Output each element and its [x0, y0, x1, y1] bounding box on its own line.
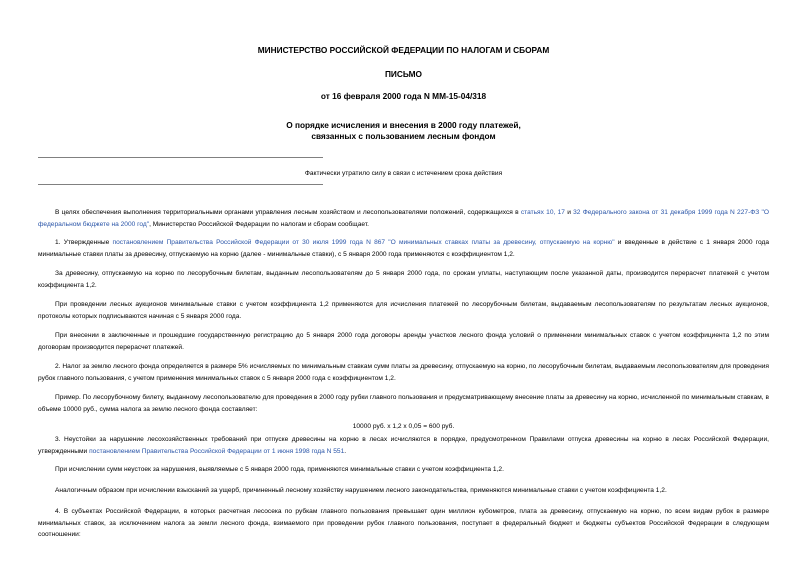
subject-line-1: О порядке исчисления и внесения в 2000 году платежей,: [286, 120, 521, 130]
paragraph-9: Аналогичным образом при исчислении взысканий за ущерб, причиненный лесному хозяйству нарушением лесного законодательства, применяются минимальные ставки с учетом коэффициента 1,2.: [55, 487, 667, 494]
intro-text-3: , Министерство Российской Федерации по налогам и сборам сообщает.: [149, 220, 369, 228]
paragraph-7: [38, 434, 769, 457]
paragraph-3: При проведении лесных аукционов минимальные ставки с учетом коэффициента 1,2 применяются для исчисления платежей по лесорубочным билетам, выдаваемым лесопользователям по результатам лесных аукционов, протоколы которых подписываются начиная с 5 января 2000 года.: [38, 301, 769, 320]
ministry-heading: МИНИСТЕРСТВО РОССИЙСКОЙ ФЕДЕРАЦИИ ПО НАЛОГАМ И СБОРАМ: [257, 45, 550, 55]
law-articles-link[interactable]: статьях 10, 17: [520, 209, 565, 216]
status-note: Фактически утратило силу в связи с истечением срока действия: [304, 170, 503, 177]
document-type-heading: ПИСЬМО: [384, 69, 423, 79]
paragraph-7-text-1: 3. Неустойки за нарушение лесохозяйственных требований при отпуске древесины на корню в лесах исчисляются в порядке, предусмотренном Правилами отпуска древесины на корню в лесах Российской Федерации, утвержденными: [38, 436, 769, 455]
paragraph-4: При внесении в заключенные и прошедшие государственную регистрацию до 5 января 2000 года договоры аренды участков лесного фонда условий о применении минимальных ставок с учетом коэффициента 1,2 по этим договорам производится перерасчет платежей.: [38, 332, 769, 351]
federal-law-link[interactable]: 32 Федерального закона от 31 декабря 1999 года N 227-ФЗ "О федеральном бюджете на 2000 год": [38, 209, 769, 228]
paragraph-5: 2. Налог за землю лесного фонда определяется в размере 5% исчисляемых по минимальным ставкам сумм платы за древесину, отпускаемую на корню, по лесорубочным билетам, выдаваемым лесопользователям для проведения рубок главного пользования, с учетом применения минимальных ставок с 5 января 2000 года с коэффициентом 1,2.: [38, 363, 769, 382]
paragraph-10: 4. В субъектах Российской Федерации, в которых расчетная лесосека по рубкам главного пользования превышает один миллион кубометров, плата за древесину, отпускаемую на корню, по всем видам рубок в размере минимальных ставок, за исключением налога за земли лесного фонда, взимаемого при проведении рубок главного пользования, поступает в федеральный бюджет и бюджеты субъектов Российской Федерации в следующем соотношении:: [38, 508, 769, 538]
paragraph-8: При исчислении сумм неустоек за нарушения, выявляемые с 5 января 2000 года, применяются минимальные ставки с учетом коэффициента 1,2.: [55, 466, 504, 473]
paragraph-1-text-1: 1. Утвержденные: [55, 239, 113, 246]
subject-line-2: связанных с пользованием лесным фондом: [311, 131, 496, 141]
divider-top: [38, 157, 323, 158]
document-date-number: от 16 февраля 2000 года N ММ-15-04/318: [320, 91, 487, 101]
intro-paragraph: [38, 207, 769, 230]
paragraph-6: Пример. По лесорубочному билету, выданному лесопользователю для проведения в 2000 году рубки главного пользования и предусматривающему внесение платы за древесину на корню, исчисленной по минимальным ставкам, в объеме 10000 руб., сумма налога за землю лесного фонда составляет:: [38, 394, 769, 413]
divider-bottom: [38, 184, 323, 185]
intro-text-2: и: [564, 209, 574, 216]
paragraph-2: За древесину, отпускаемую на корню по лесорубочным билетам, выданным лесопользователям до 5 января 2000 года, по срокам уплаты, наступающим после указанной даты, производится перерасчет платежей с учетом коэффициента 1,2.: [38, 270, 769, 289]
tax-calculation: 10000 руб. х 1,2 х 0,05 = 600 руб.: [352, 423, 455, 430]
resolution-551-link[interactable]: постановлением Правительства Российской Федерации от 1 июня 1998 года N 551: [89, 447, 345, 455]
paragraph-1: [38, 237, 769, 260]
intro-text-1: В целях обеспечения выполнения территориальными органами управления лесным хозяйством и лесопользователями положений, содержащихся в: [55, 209, 521, 216]
paragraph-7-text-2: .: [344, 447, 347, 455]
resolution-867-link[interactable]: постановлением Правительства Российской Федерации от 30 июля 1999 года N 867 "О минимальных ставках платы за древесину, отпускаемую на корню": [112, 239, 615, 246]
paragraph-1-text-2: и введенные в действие с 1 января 2000 года минимальные ставки платы за древесину, отпускаемую на корню (далее - минимальные ставки), с 5 января 2000 года применяются с коэффициентом 1,2.: [38, 239, 770, 258]
